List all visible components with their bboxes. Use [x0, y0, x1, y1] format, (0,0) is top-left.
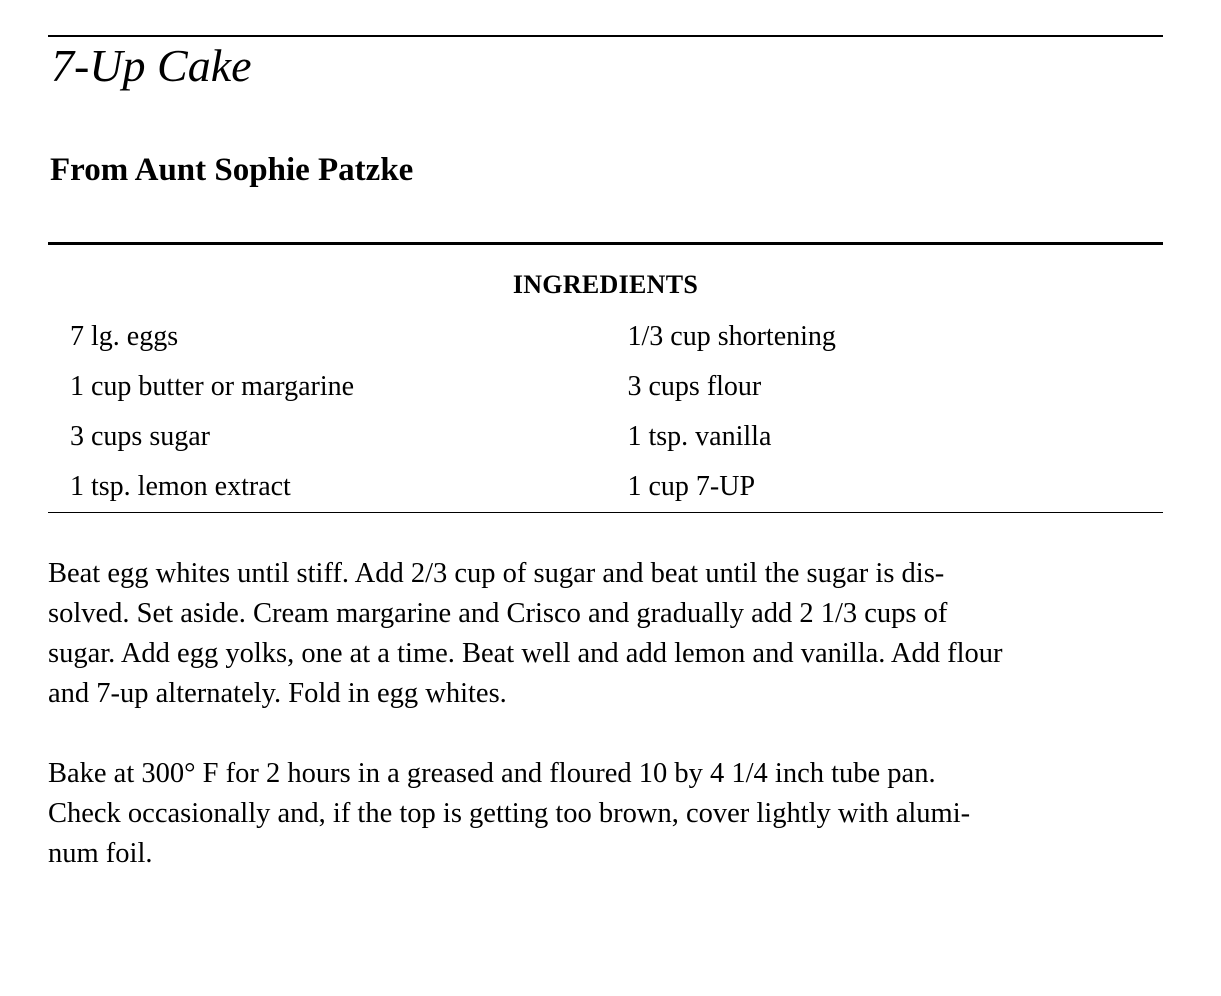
ingredients-section	[48, 270, 1163, 512]
ingredient-item: 1 tsp. lemon extract	[70, 470, 291, 502]
divider-rule	[48, 242, 1163, 245]
recipe-page	[0, 35, 1221, 996]
instructions-section	[48, 554, 1163, 874]
text-line: solved. Set aside. Cream margarine and Crisco and gradually add 2 1/3 cups of	[48, 598, 948, 629]
text-line: sugar. Add egg yolks, one at a time. Beat well and add lemon and vanilla. Add flour	[48, 638, 1003, 669]
ingredients-grid	[48, 312, 1163, 512]
text-line: and 7-up alternately. Fold in egg whites.	[48, 678, 507, 709]
instructions-paragraph-2	[48, 754, 1163, 874]
ingredients-bottom-rule	[48, 512, 1163, 514]
instructions-paragraph-1	[48, 554, 1163, 714]
ingredient-item: 1/3 cup shortening	[627, 320, 836, 352]
ingredient-item: 1 tsp. vanilla	[627, 420, 772, 452]
text-line: num foil.	[48, 838, 153, 869]
recipe-attribution: From Aunt Sophie Patzke	[50, 151, 414, 188]
top-rule	[48, 35, 1163, 37]
page-title: 7-Up Cake	[51, 39, 252, 91]
ingredient-item: 3 cups flour	[627, 370, 762, 402]
text-line: Bake at 300° F for 2 hours in a greased and floured 10 by 4 1/4 inch tube pan.	[48, 758, 936, 789]
text-line: Beat egg whites until stiff. Add 2/3 cup of sugar and beat until the sugar is dis-	[48, 558, 945, 589]
ingredients-heading: INGREDIENTS	[512, 269, 699, 299]
ingredient-item: 1 cup 7-UP	[627, 470, 756, 502]
text-line: Check occasionally and, if the top is getting too brown, cover lightly with alumi-	[48, 798, 971, 829]
ingredient-item: 3 cups sugar	[70, 420, 210, 452]
ingredient-item: 7 lg. eggs	[70, 320, 179, 352]
ingredient-item: 1 cup butter or margarine	[70, 370, 355, 402]
